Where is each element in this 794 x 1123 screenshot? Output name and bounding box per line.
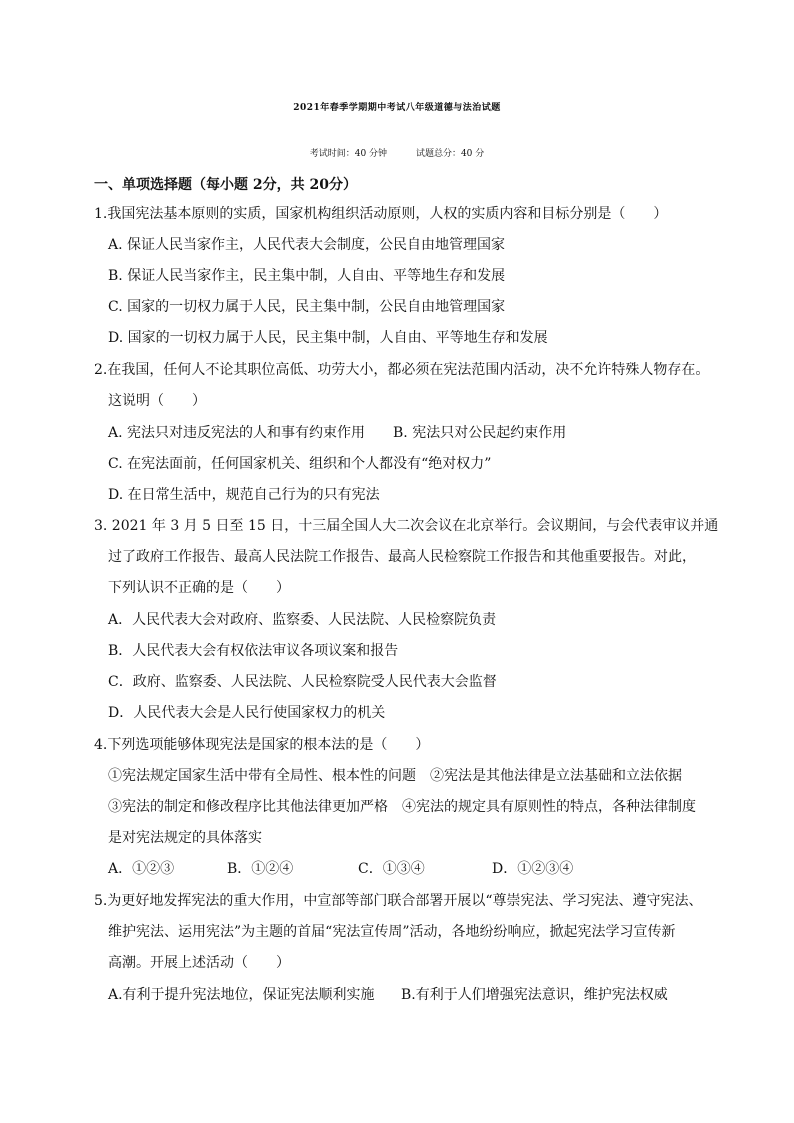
question-2-option-c: C. 在宪法面前，任何国家机关、组织和个人都没有“绝对权力” bbox=[108, 456, 492, 472]
question-5-stem-line-3: 高潮。开展上述活动（ ） bbox=[108, 955, 290, 971]
question-4-option-a: A．①②③ bbox=[108, 861, 175, 877]
question-5-stem-line-1: 5.为更好地发挥宪法的重大作用，中宣部等部门联合部署开展以“尊崇宪法、学习宪法、遵守宪法、 bbox=[94, 893, 703, 909]
question-4-statements-line-2: ③宪法的制定和修改程序比其他法律更加严格 ④宪法的规定具有原则性的特点，各种法律制度 bbox=[108, 799, 696, 815]
question-4-option-c: C．①③④ bbox=[358, 861, 425, 877]
question-3-option-c: C．政府、监察委、人民法院、人民检察院受人民代表大会监督 bbox=[108, 674, 497, 690]
exam-time: 考试时间：40 分钟 bbox=[309, 149, 388, 159]
question-3-stem-line-2: 过了政府工作报告、最高人民法院工作报告、最高人民检察院工作报告和其他重要报告。对此， bbox=[108, 549, 696, 565]
question-4-statements-line-3: 是对宪法规定的具体落实 bbox=[108, 830, 262, 846]
question-3-option-a: A．人民代表大会对政府、监察委、人民法院、人民检察院负责 bbox=[108, 612, 497, 628]
question-5-stem-line-2: 维护宪法、运用宪法”为主题的首届“宪法宣传周”活动，各地纷纷响应，掀起宪法学习宣传新 bbox=[108, 924, 676, 940]
question-5-option-a: A.有利于提升宪法地位，保证宪法顺利实施 bbox=[108, 987, 375, 1003]
question-5-option-b: B.有利于人们增强宪法意识，维护宪法权威 bbox=[401, 987, 668, 1003]
section-heading: 一、单项选择题（每小题 2分，共 20分） bbox=[94, 177, 357, 193]
question-2-stem-line-1: 2.在我国，任何人不论其职位高低、功劳大小，都必须在宪法范围内活动，决不允许特殊人物存在。 bbox=[94, 362, 710, 378]
question-3-option-d: D．人民代表大会是人民行使国家权力的机关 bbox=[108, 705, 386, 721]
question-3-stem-line-1: 3. 2021 年 3 月 5 日至 15 日，十三届全国人大二次会议在北京举行。会议期间，与会代表审议并通 bbox=[94, 518, 719, 534]
question-2-option-a: A. 宪法只对违反宪法的人和事有约束作用 bbox=[108, 425, 366, 441]
question-3-stem-line-3: 下列认识不正确的是（ ） bbox=[108, 580, 290, 596]
question-4-statements-line-1: ①宪法规定国家生活中带有全局性、根本性的问题 ②宪法是其他法律是立法基础和立法依据 bbox=[108, 768, 682, 784]
question-3-option-b: B．人民代表大会有权依法审议各项议案和报告 bbox=[108, 643, 399, 659]
question-1-option-c: C. 国家的一切权力属于人民，民主集中制，公民自由地管理国家 bbox=[108, 299, 506, 315]
question-4-option-b: B．①②④ bbox=[227, 861, 294, 877]
question-4-option-d: D．①②③④ bbox=[492, 861, 574, 877]
exam-total-score: 试题总分：40 分 bbox=[415, 149, 485, 159]
question-1-option-a: A. 保证人民当家作主，人民代表大会制度，公民自由地管理国家 bbox=[108, 237, 506, 253]
exam-meta bbox=[0, 146, 794, 159]
question-4-stem: 4.下列选项能够体现宪法是国家的根本法的是（ ） bbox=[94, 737, 430, 753]
question-2-option-d: D. 在日常生活中，规范自己行为的只有宪法 bbox=[108, 487, 380, 503]
question-1-stem: 1.我国宪法基本原则的实质，国家机构组织活动原则，人权的实质内容和目标分别是（ ） bbox=[94, 206, 668, 222]
question-1-option-b: B. 保证人民当家作主，民主集中制，人自由、平等地生存和发展 bbox=[108, 268, 506, 284]
question-2-option-b: B. 宪法只对公民起约束作用 bbox=[393, 425, 567, 441]
question-2-stem-line-2: 这说明（ ） bbox=[108, 393, 206, 409]
page-title: 2021年春季学期期中考试八年级道德与法治试题 bbox=[293, 103, 501, 113]
question-1-option-d: D. 国家的一切权力属于人民，民主集中制，人自由、平等地生存和发展 bbox=[108, 330, 548, 346]
